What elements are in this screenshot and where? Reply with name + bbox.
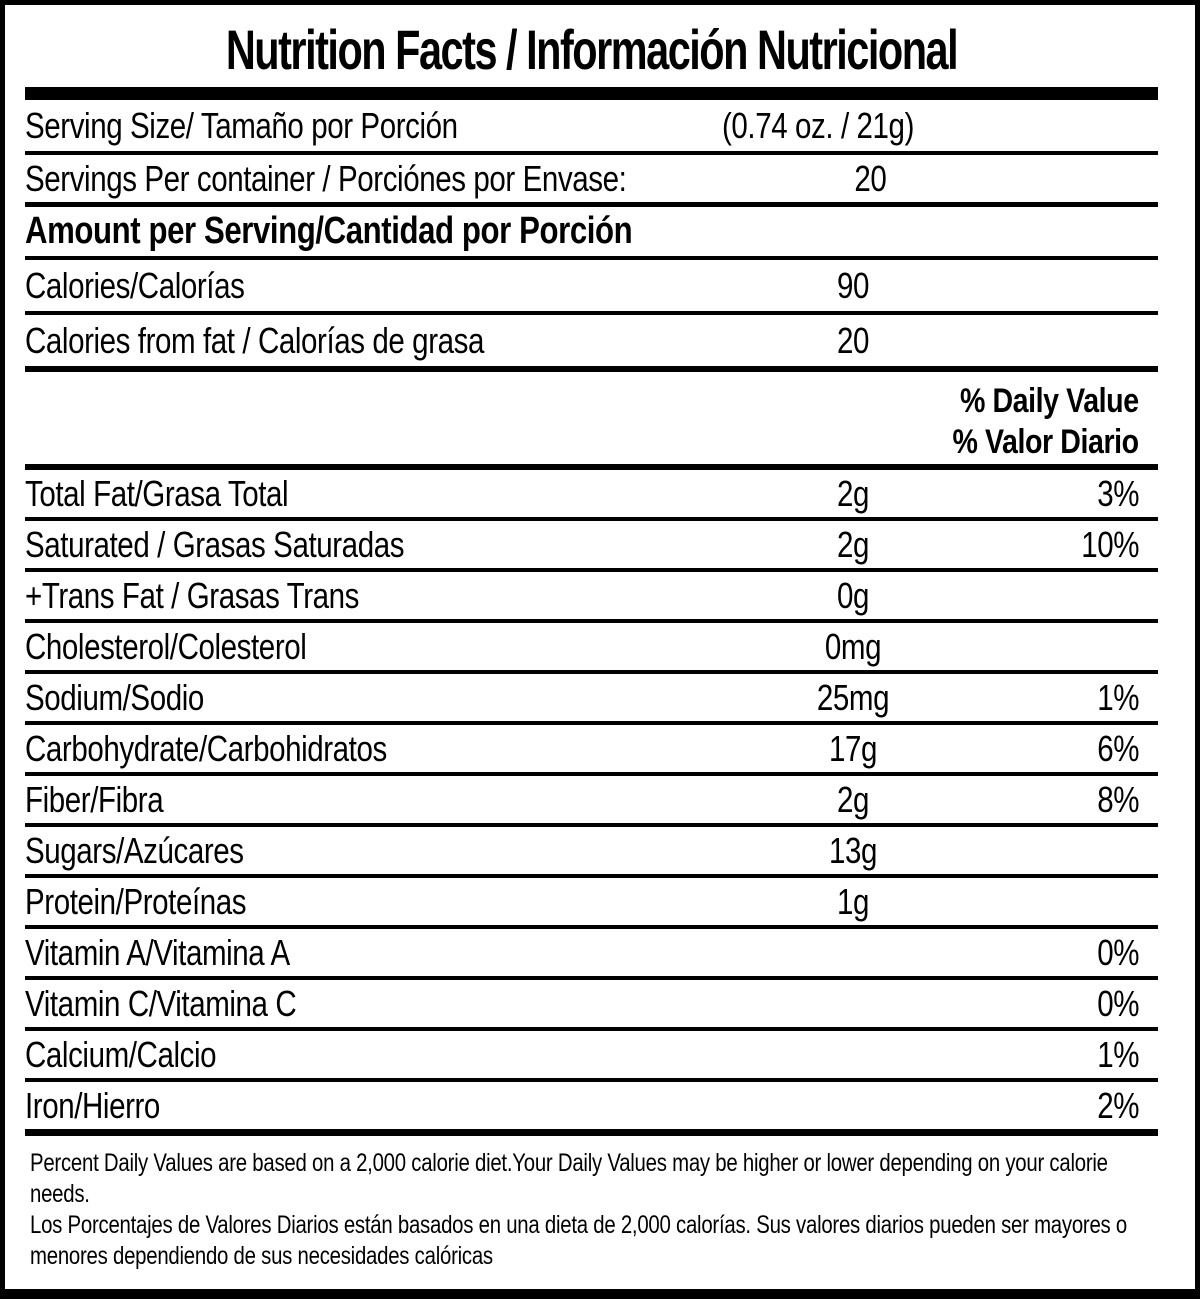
nutrient-label: Vitamin C/Vitamina C (25, 982, 297, 1024)
calories-from-fat-value: 20 (836, 319, 870, 361)
nutrient-label: +Trans Fat / Grasas Trans (25, 574, 359, 616)
nutrient-amount: 1g (836, 880, 870, 922)
nutrient-label: Fiber/Fibra (25, 778, 164, 820)
nutrient-row (25, 827, 1158, 874)
daily-value-header-es: % Valor Diario (952, 423, 1139, 461)
nutrient-amount: 2g (836, 523, 870, 565)
nutrient-label: Carbohydrate/Carbohidratos (25, 727, 387, 769)
nutrient-daily-value: 1% (1097, 1033, 1140, 1075)
nutrient-label: Total Fat/Grasa Total (25, 472, 289, 514)
servings-per-container-label: Servings Per container / Porciónes por Envase: (25, 157, 627, 199)
nutrient-daily-value: 0% (1097, 931, 1140, 973)
servings-per-container-row (25, 155, 1158, 202)
rule-thick (25, 1129, 1158, 1136)
nutrient-row (25, 878, 1158, 925)
servings-per-container-value: 20 (854, 157, 887, 199)
nutrient-label: Sugars/Azúcares (25, 829, 244, 871)
nutrient-row (25, 521, 1158, 568)
nutrient-row (25, 572, 1158, 619)
nutrient-row (25, 776, 1158, 823)
serving-size-row (25, 100, 1158, 151)
nutrient-row (25, 1031, 1158, 1078)
footnote-english: Percent Daily Values are based on a 2,000 calorie diet.Your Daily Values may be higher or lower depending on your calorie needs. (30, 1149, 1108, 1208)
nutrient-row (25, 980, 1158, 1027)
nutrient-amount: 2g (836, 472, 870, 514)
nutrient-daily-value: 8% (1097, 778, 1140, 820)
nutrient-daily-value: 1% (1097, 676, 1140, 718)
label-content (25, 19, 1158, 1272)
title-separator-bar (25, 87, 1158, 100)
nutrient-label: Calcium/Calcio (25, 1033, 217, 1075)
nutrient-amount: 13g (828, 829, 878, 871)
label-title: Nutrition Facts / Información Nutricional (225, 18, 958, 81)
nutrient-label: Vitamin A/Vitamina A (25, 931, 290, 973)
daily-value-header-en: % Daily Value (959, 382, 1139, 420)
nutrient-row (25, 725, 1158, 772)
footnote (25, 1148, 1158, 1272)
nutrient-row (25, 674, 1158, 721)
nutrient-amount: 17g (828, 727, 878, 769)
nutrient-label: Saturated / Grasas Saturadas (25, 523, 405, 565)
calories-from-fat-row (25, 315, 1158, 366)
serving-size-value: (0.74 oz. / 21g) (721, 104, 914, 146)
nutrient-label: Protein/Proteínas (25, 880, 247, 922)
nutrient-amount: 2g (836, 778, 870, 820)
nutrient-row (25, 929, 1158, 976)
nutrient-label: Cholesterol/Colesterol (25, 625, 307, 667)
calories-from-fat-label: Calories from fat / Calorías de grasa (25, 319, 484, 361)
nutrient-label: Iron/Hierro (25, 1084, 160, 1126)
nutrient-row (25, 470, 1158, 517)
calories-value: 90 (836, 264, 870, 306)
nutrient-amount: 0g (836, 574, 870, 616)
nutrient-row (25, 1082, 1158, 1129)
calories-label: Calories/Calorías (25, 264, 245, 306)
nutrient-amount: 0mg (824, 625, 882, 667)
nutrient-row (25, 623, 1158, 670)
nutrient-daily-value: 10% (1081, 523, 1140, 565)
nutrient-daily-value: 3% (1097, 472, 1140, 514)
footnote-spanish: Los Porcentajes de Valores Diarios están basados en una dieta de 2,000 calorías. Sus valores diarios pueden ser mayores o menores dependiendo de sus necesidades calóricas (30, 1211, 1128, 1270)
serving-size-label: Serving Size/ Tamaño por Porción (25, 104, 458, 146)
nutrient-amount: 25mg (816, 676, 890, 718)
nutrient-daily-value: 2% (1097, 1084, 1140, 1126)
nutrient-daily-value: 6% (1097, 727, 1140, 769)
nutrient-daily-value: 0% (1097, 982, 1140, 1024)
nutrient-label: Sodium/Sodio (25, 676, 204, 718)
amount-per-serving-header: Amount per Serving/Cantidad por Porción (25, 210, 633, 252)
calories-row (25, 260, 1158, 311)
amount-per-serving-header-row (25, 207, 1158, 256)
